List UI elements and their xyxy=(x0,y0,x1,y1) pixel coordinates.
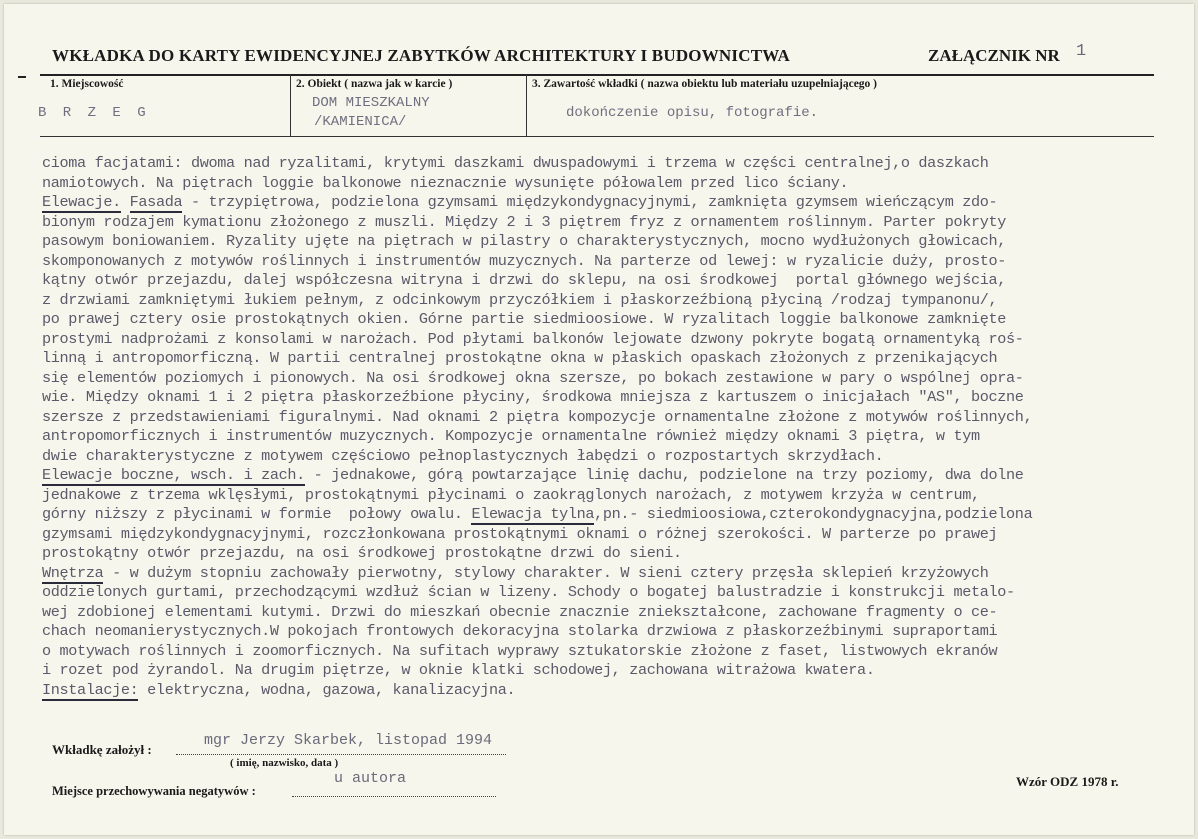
field-value-object-line1: DOM MIESZKALNY xyxy=(312,95,430,111)
field-value-contents: dokończenie opisu, fotografie. xyxy=(566,105,819,121)
description-line: cioma facjatami: dwoma nad ryzalitami, krytymi daszkami dwuspadowymi i trzema w części centralnej,o daszkach xyxy=(42,154,989,172)
form-sheet xyxy=(4,4,1194,835)
author-value: mgr Jerzy Skarbek, listopad 1994 xyxy=(204,732,493,749)
description-line: o motywach roślinnych i zoomorficznych. Na sufitach wyprawy sztukatorskie złożone z faset, listwowych ekranów xyxy=(42,641,998,660)
storage-label: Miejsce przechowywania negatywów : xyxy=(52,784,256,798)
description-line: Instalacje: elektryczna, wodna, gazowa, kanalizacyjna. xyxy=(42,680,516,699)
form-title: WKŁADKA DO KARTY EWIDENCYJNEJ ZABYTKÓW ARCHITEKTURY I BUDOWNICTWA xyxy=(52,46,791,65)
description-text xyxy=(42,154,1162,700)
description-line: wej zdobionej elementami kutymi. Drzwi do mieszkań obecnie znacznie zniekształcone, zachowane fragmenty o ce- xyxy=(42,602,998,621)
header-top-rule xyxy=(40,74,1154,76)
description-line: i rozet pod żyrandol. Na drugim piętrze, w oknie klatki schodowej, zachowana witrażowa kwatera. xyxy=(42,661,875,679)
description-line: Elewacje. Fasada - trzypiętrowa, podzielona gzymsami międzykondygnacyjnymi, zamknięta gzymsem wieńczącym zdo- xyxy=(42,193,998,211)
description-line: prostymi nadprożami z konsolami w narożach. Pod płytami balkonów lejowate dzwony pokryte bogatą ornamentyką roś- xyxy=(42,329,1024,348)
column-divider-1 xyxy=(290,74,291,136)
description-line: bionym rodzajem kymationu złożonego z muszli. Między 2 i 3 piętrem fryz z ornamentem roślinnym. Parter pokryty xyxy=(42,212,1007,231)
description-line: Wnętrza - w dużym stopniu zachowały pierwotny, stylowy charakter. W sieni cztery przęsła sklepień krzyżowych xyxy=(42,563,989,582)
description-line: oddzielonych gurtami, przechodzącymi wzdłuż ścian w lizeny. Schody o bogatej balustradzie i konstrukcji metalo- xyxy=(42,583,1015,601)
field-label-locality: 1. Miejscowość xyxy=(50,78,124,90)
storage-dotted-line xyxy=(292,796,496,797)
description-line: linną i antropomorficzną. W partii centralnej prostokątne okna w płaskich opaskach złożonych z przenikających xyxy=(42,349,998,367)
description-line: namiotowych. Na piętrach loggie balkonowe nieznacznie wysunięte półowalem przed lico ściany. xyxy=(42,173,849,192)
description-line: górny niższy z płycinami w formie połowy owalu. Elewacja tylna,pn.- siedmioosiowa,czterokondygnacyjna,podzielona xyxy=(42,505,1033,523)
field-label-contents: 3. Zawartość wkładki ( nazwa obiektu lub materiału uzupełniającego ) xyxy=(532,78,878,90)
field-value-object-line2: /KAMIENICA/ xyxy=(314,114,407,130)
description-line: dwie charakterystyczne z motywem częściowo pełnoplastycznych łabędzi o rozpostartych skrzydłach. xyxy=(42,446,884,465)
description-line: skomponowanych z motywów roślinnych i instrumentów muzycznych. Na parterze od lewej: w ryzalicie duży, prosto- xyxy=(42,251,1007,270)
section-heading: Elewacja tylna xyxy=(471,505,595,523)
description-line: prostokątny otwór przejazdu, na osi środkowej prostokątne drzwi do sieni. xyxy=(42,544,682,562)
storage-value: u autora xyxy=(334,770,407,787)
description-line: gzymsami międzykondygnacyjnymi, rozczłonkowana prostokątnymi oknami o różnej szerokości. W parterze po prawej xyxy=(42,524,998,543)
section-heading: Elewacje. xyxy=(42,193,121,211)
annex-number: 1 xyxy=(1076,42,1087,61)
description-line: szersze z przedstawieniami figuralnymi. Nad oknami 2 piętra kompozycje ornamentalne złożone z motywów roślinnych, xyxy=(42,407,1033,426)
description-line: pasowym boniowaniem. Ryzality ujęte na piętrach w pilastry o charakterystycznych, mocno wydłużonych głowicach, xyxy=(42,232,1007,250)
section-heading: Wnętrza xyxy=(42,563,104,582)
column-divider-2 xyxy=(526,74,527,136)
description-line: po prawej cztery osie prostokątnych okien. Górne partie siedmioosiowe. W ryzalitach loggie balkonowe zamknięte xyxy=(42,310,1007,328)
description-line: kątny otwór przejazdu, dalej współczesna witryna i drzwi do sklepu, na osi środkowej portal głównego wejścia, xyxy=(42,271,1007,289)
description-line: wie. Między oknami 1 i 2 piętra płaskorzeźbione płyciny, środkowa mniejsza z kartuszem o inicjałach "AS", boczne xyxy=(42,388,1024,406)
description-line: się elementów poziomych i pionowych. Na osi środkowej okna szersze, po bokach zestawione w pary o wspólnej opra- xyxy=(42,368,1024,387)
section-heading: Fasada xyxy=(129,193,183,211)
annex-label: ZAŁĄCZNIK NR xyxy=(928,46,1060,65)
section-heading: Instalacje: xyxy=(42,680,139,699)
margin-tick xyxy=(18,76,26,78)
field-label-object: 2. Obiekt ( nazwa jak w karcie ) xyxy=(296,78,453,90)
description-line: chach neomanierystycznych.W pokojach frontowych dekoracyjna stolarka drzwiowa z płaskorzeźbinymi supraportami xyxy=(42,622,998,640)
description-line: antropomorficznych i instrumentów muzycznych. Kompozycje ornamentalne również między oknami 3 piętra, w tym xyxy=(42,427,980,445)
author-label: Wkładkę założył : xyxy=(52,742,152,757)
author-hint: ( imię, nazwisko, data ) xyxy=(230,757,339,769)
description-line: Elewacje boczne, wsch. i zach. - jednakowe, górą powtarzające linię dachu, podzielone na trzy poziomy, dwa dolne xyxy=(42,466,1024,484)
section-heading: Elewacje boczne, wsch. i zach. xyxy=(42,466,305,484)
description-line: z drzwiami zamkniętymi łukiem pełnym, z odcinkowym przyczółkiem i płaskorzeźbioną płyciną /rodzaj tympanonu/, xyxy=(42,290,998,309)
field-value-locality: B R Z E G xyxy=(38,105,150,121)
header-bottom-rule xyxy=(40,136,1154,137)
author-dotted-line xyxy=(176,754,506,755)
description-line: jednakowe z trzema wklęsłymi, prostokątnymi płycinami o zaokrąglonych narożach, z motywem krzyża w centrum, xyxy=(42,485,980,504)
form-reference: Wzór ODZ 1978 r. xyxy=(1016,774,1119,789)
